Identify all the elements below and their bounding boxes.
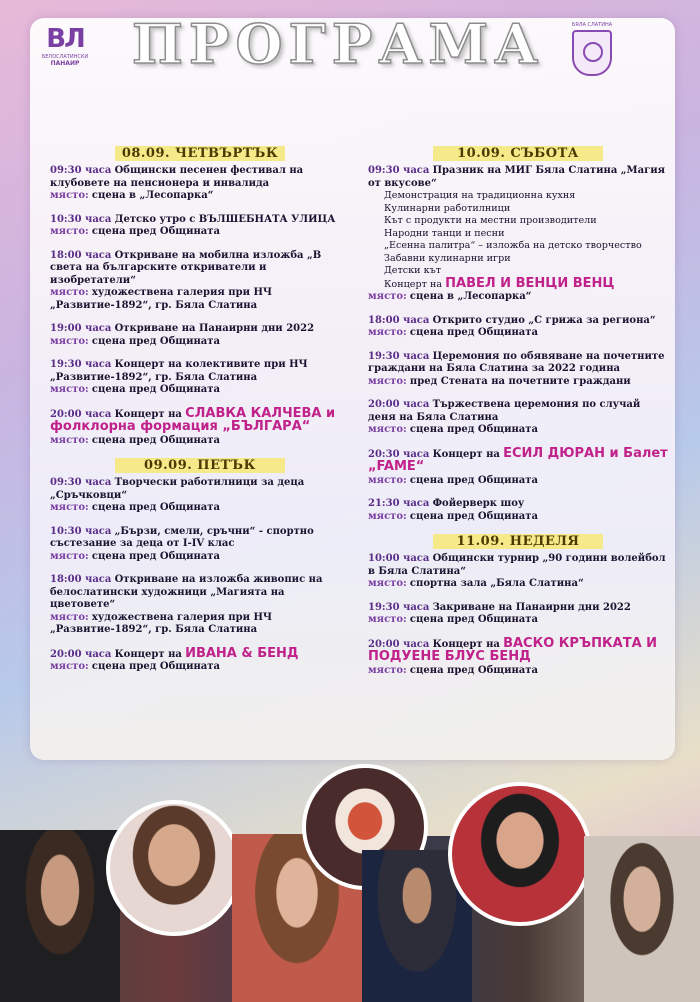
performer-photo-2 [106, 800, 242, 936]
event-time: 18:00 часа [50, 249, 112, 261]
event-text: Общински турнир „90 години волейбол в Бяла Слатина“ [368, 553, 666, 577]
event-text: Откриване на мобилна изложба „В света на българските откриватели и изобретатели“ [50, 249, 322, 286]
place-value: сцена пред Общината [409, 614, 538, 625]
place-label: място: [368, 375, 407, 387]
event-text: Общински песенен фестивал на клубовете на пенсионера и инвалида [50, 165, 304, 189]
event-item [368, 315, 668, 340]
event-place [368, 291, 668, 304]
event-place [368, 511, 668, 524]
event-place [50, 551, 350, 564]
list-item: Народни танци и песни [384, 227, 505, 239]
list-item: Кулинарни работилници [384, 202, 511, 214]
event-item [50, 574, 350, 637]
list-item: Кът с продукти на местни производители [384, 215, 597, 226]
place-label: място: [368, 474, 407, 486]
event-text: Откриване на Панаирни дни 2022 [114, 323, 315, 334]
place-value: сцена пред Общината [91, 550, 220, 562]
town-crest [568, 22, 616, 76]
place-value: сцена пред Общината [409, 510, 538, 522]
event-item [368, 351, 668, 389]
place-label: място: [50, 550, 89, 562]
event-place [368, 376, 668, 389]
saturday-events [368, 315, 668, 524]
event-time: 18:00 часа [368, 314, 430, 326]
event-time: 19:30 часа [368, 350, 430, 362]
fair-logo-line1: БЕЛОСЛАТИНСКИ [41, 54, 89, 60]
event-time: 20:30 часа [368, 448, 430, 460]
place-value: сцена пред Общината [91, 226, 220, 237]
place-value: сцена пред Общината [91, 384, 220, 395]
event-time: 20:00 часа [50, 408, 112, 420]
event-place [368, 578, 668, 591]
event-time: 09:30 часа [368, 165, 430, 176]
place-label: място: [368, 578, 407, 589]
event-text: Церемония по обявяване на почетните граждани на Бяла Слатина за 2022 година [368, 350, 665, 374]
event-time: 19:30 часа [50, 359, 112, 370]
event-time: 10:30 часа [50, 213, 112, 225]
place-value: сцена пред Общината [409, 424, 538, 435]
fair-logo-mark: ВЛ [46, 24, 84, 54]
place-label: място: [50, 384, 89, 395]
event-time: 09:30 часа [50, 477, 112, 488]
event-text: Концерт на [114, 408, 182, 420]
place-label: място: [368, 510, 407, 522]
event-item [368, 165, 668, 304]
event-text: Закриване на Панаирни дни 2022 [432, 601, 631, 613]
event-item [368, 498, 668, 523]
thursday-events [50, 165, 350, 447]
event-text: Концерт на [114, 648, 182, 660]
place-label: място: [50, 226, 89, 237]
event-place [50, 336, 350, 349]
place-label: място: [368, 327, 407, 338]
event-time: 09:30 часа [50, 165, 112, 176]
event-place [50, 435, 350, 448]
place-label: място: [368, 614, 407, 625]
event-time: 19:00 часа [50, 323, 112, 334]
event-headliner: СЛАВКА КАЛЧЕВА и фолклорна формация „БЪЛГАРА“ [50, 405, 336, 434]
sunday-events [368, 553, 668, 677]
place-value: сцена пред Общината [91, 335, 220, 347]
event-time: 20:00 часа [50, 648, 112, 660]
day-heading-thursday: 08.09. ЧЕТВЪРТЪК [115, 146, 285, 161]
event-item [50, 165, 350, 203]
concert-prefix: Концерт на [384, 278, 443, 290]
performer-photo-1 [0, 830, 120, 1002]
event-time: 20:00 часа [368, 638, 430, 650]
list-item: Забавни кулинарни игри [384, 252, 511, 264]
event-text: Фойерверк шоу [432, 498, 525, 509]
place-value: художествена галерия при НЧ „Развитие-1892“, гр. Бяла Слатина [50, 611, 273, 635]
event-item [50, 250, 350, 313]
place-value: сцена пред Общината [91, 661, 220, 672]
event-time: 10:30 часа [50, 525, 112, 537]
event-time: 20:00 часа [368, 399, 430, 410]
place-value: сцена пред Общината [91, 434, 220, 446]
performers-photos [0, 764, 700, 1002]
event-place [368, 614, 668, 627]
event-item [50, 323, 350, 348]
event-place [50, 190, 350, 203]
place-label: място: [50, 611, 89, 623]
event-item [50, 645, 350, 674]
place-value: пред Стената на почетните граждани [409, 375, 631, 387]
event-text: Творчески работилници за деца „Сръчковци“ [50, 477, 305, 501]
place-value: сцена в „Лесопарка“ [409, 291, 532, 302]
place-label: място: [368, 424, 407, 435]
event-place [368, 327, 668, 340]
list-item: Детски кът [384, 265, 442, 276]
page-title: ПРОГРАМА [131, 12, 545, 76]
place-label: място: [368, 291, 407, 302]
event-headliner: ИВАНА & БЕНД [185, 645, 299, 661]
place-value: сцена пред Общината [409, 664, 538, 676]
event-text: „Бързи, смели, сръчни“ - спортно състезание за деца от I-IV клас [50, 525, 314, 549]
event-headliner: ЕСИЛ ДЮРАН и Балет „FAME“ [368, 445, 668, 474]
event-place [50, 287, 350, 312]
list-item: Демонстрация на традиционна кухня [384, 190, 576, 201]
event-sub-list [384, 190, 668, 278]
event-item [50, 359, 350, 397]
list-item: „Есенна палитра“ – изложба на детско творчество [384, 240, 642, 251]
place-label: място: [50, 661, 89, 672]
event-item [368, 445, 668, 488]
place-value: сцена в „Лесопарка“ [91, 190, 214, 201]
place-value: художествена галерия при НЧ „Развитие-1892“, гр. Бяла Слатина [50, 287, 273, 311]
event-text: Празник на МИГ Бяла Слатина „Магия от вкусове“ [368, 165, 666, 189]
event-item [50, 405, 350, 448]
event-time: 19:30 часа [368, 601, 430, 613]
event-time: 18:00 часа [50, 574, 112, 585]
crest-caption: БЯЛА СЛАТИНА [571, 22, 613, 28]
shield-icon [572, 30, 612, 76]
place-value: спортна зала „Бяла Слатина“ [409, 578, 584, 589]
event-text: Откриване на изложба живопис на белослатински художници „Магията на цветовете“ [50, 574, 323, 610]
friday-events [50, 477, 350, 674]
sun-icon [583, 42, 603, 62]
performer-photo-7 [584, 836, 700, 1002]
day-heading-sunday: 11.09. НЕДЕЛЯ [433, 534, 603, 549]
event-time: 21:30 часа [368, 498, 430, 509]
event-text: Концерт на [432, 638, 500, 650]
left-column [50, 146, 350, 685]
fair-logo [32, 24, 98, 67]
event-place [368, 665, 668, 678]
event-text: Концерт на [432, 448, 500, 460]
event-headliner: ПАВЕЛ И ВЕНЦИ ВЕНЦ [445, 275, 615, 291]
event-item [368, 553, 668, 591]
event-place [368, 424, 668, 437]
place-label: място: [50, 502, 89, 513]
event-text: Концерт на колективите при НЧ „Развитие-1892“, гр. Бяла Слатина [50, 359, 308, 383]
place-label: място: [50, 434, 89, 446]
place-value: сцена пред Общината [91, 502, 220, 513]
fair-logo-line2: ПАНАИР [50, 60, 80, 67]
place-label: място: [50, 335, 89, 347]
event-place [50, 661, 350, 674]
place-label: място: [50, 287, 89, 298]
right-column [368, 146, 668, 688]
event-time: 10:00 часа [368, 553, 430, 564]
event-item [368, 602, 668, 627]
place-label: място: [368, 664, 407, 676]
event-place [50, 384, 350, 397]
event-text: Тържествена церемония по случай деня на Бяла Слатина [368, 399, 641, 423]
event-headliner: ВАСКО КРЪПКАТА И ПОДУЕНЕ БЛУС БЕНД [368, 635, 658, 664]
event-place [50, 612, 350, 637]
event-place [50, 226, 350, 239]
place-value: сцена пред Общината [409, 474, 538, 486]
event-item [368, 399, 668, 437]
performer-photo-6 [448, 782, 592, 926]
day-heading-friday: 09.09. ПЕТЪК [115, 458, 285, 473]
event-item [368, 635, 668, 678]
event-item [50, 214, 350, 239]
place-label: място: [50, 190, 89, 201]
event-item [50, 526, 350, 564]
day-heading-saturday: 10.09. СЪБОТА [433, 146, 603, 161]
place-value: сцена пред Общината [409, 327, 538, 338]
event-text: Открито студио „С грижа за региона“ [432, 314, 656, 326]
event-place [368, 475, 668, 488]
event-item [50, 477, 350, 515]
event-place [50, 502, 350, 515]
event-text: Детско утро с ВЪЛШЕБНАТА УЛИЦА [114, 213, 336, 225]
